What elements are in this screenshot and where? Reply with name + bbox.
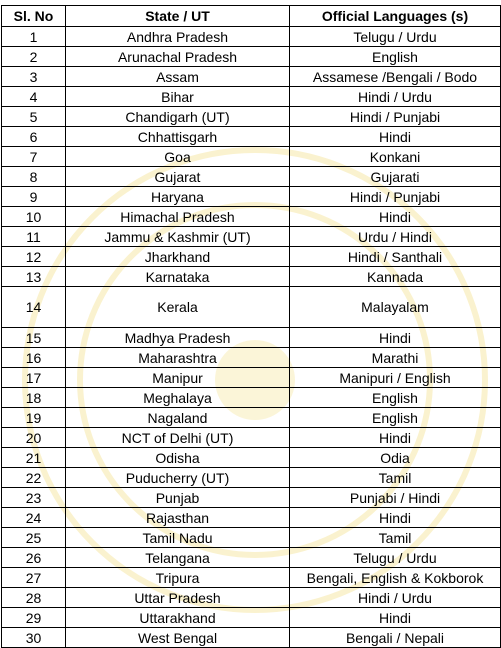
cell-state: Gujarat — [66, 167, 290, 187]
table-row — [2, 628, 501, 648]
cell-state: Haryana — [66, 187, 290, 207]
cell-state: Andhra Pradesh — [66, 27, 290, 47]
cell-languages: Tamil — [290, 468, 501, 488]
cell-sl-no: 20 — [2, 428, 66, 448]
table-row — [2, 408, 501, 428]
cell-sl-no: 6 — [2, 127, 66, 147]
table-row — [2, 207, 501, 227]
table-row — [2, 47, 501, 67]
cell-sl-no: 12 — [2, 247, 66, 267]
cell-state: Puducherry (UT) — [66, 468, 290, 488]
cell-sl-no: 28 — [2, 588, 66, 608]
cell-state: Odisha — [66, 448, 290, 468]
cell-sl-no: 2 — [2, 47, 66, 67]
cell-languages: Hindi — [290, 428, 501, 448]
cell-sl-no: 11 — [2, 227, 66, 247]
cell-languages: Hindi — [290, 127, 501, 147]
table-row — [2, 348, 501, 368]
table-row — [2, 488, 501, 508]
cell-languages: Telugu / Urdu — [290, 548, 501, 568]
table-row — [2, 147, 501, 167]
table-row — [2, 27, 501, 47]
cell-sl-no: 26 — [2, 548, 66, 568]
cell-languages: Bengali / Nepali — [290, 628, 501, 648]
cell-languages: Bengali, English & Kokborok — [290, 568, 501, 588]
table-row — [2, 568, 501, 588]
cell-sl-no: 18 — [2, 388, 66, 408]
cell-languages: English — [290, 408, 501, 428]
cell-languages: Telugu / Urdu — [290, 27, 501, 47]
cell-sl-no: 24 — [2, 508, 66, 528]
cell-languages: Hindi / Urdu — [290, 588, 501, 608]
cell-sl-no: 8 — [2, 167, 66, 187]
table-row — [2, 287, 501, 328]
table-row — [2, 67, 501, 87]
cell-languages: Tamil — [290, 528, 501, 548]
cell-sl-no: 25 — [2, 528, 66, 548]
table-row — [2, 448, 501, 468]
cell-languages: Hindi / Santhali — [290, 247, 501, 267]
cell-sl-no: 10 — [2, 207, 66, 227]
cell-languages: Hindi — [290, 508, 501, 528]
table-row — [2, 167, 501, 187]
table-row — [2, 368, 501, 388]
cell-languages: Assamese /Bengali / Bodo — [290, 67, 501, 87]
table-row — [2, 87, 501, 107]
table-row — [2, 588, 501, 608]
cell-sl-no: 9 — [2, 187, 66, 207]
header-state-ut: State / UT — [66, 6, 290, 27]
cell-sl-no: 19 — [2, 408, 66, 428]
cell-languages: Punjabi / Hindi — [290, 488, 501, 508]
cell-state: Assam — [66, 67, 290, 87]
cell-languages: Urdu / Hindi — [290, 227, 501, 247]
cell-state: Chhattisgarh — [66, 127, 290, 147]
table-row — [2, 388, 501, 408]
cell-sl-no: 1 — [2, 27, 66, 47]
cell-languages: Odia — [290, 448, 501, 468]
cell-languages: Marathi — [290, 348, 501, 368]
cell-state: Arunachal Pradesh — [66, 47, 290, 67]
cell-state: Karnataka — [66, 267, 290, 287]
cell-languages: Kannada — [290, 267, 501, 287]
cell-state: Telangana — [66, 548, 290, 568]
cell-sl-no: 16 — [2, 348, 66, 368]
cell-languages: English — [290, 47, 501, 67]
cell-state: Uttar Pradesh — [66, 588, 290, 608]
cell-sl-no: 14 — [2, 287, 66, 328]
cell-state: West Bengal — [66, 628, 290, 648]
cell-state: Tripura — [66, 568, 290, 588]
cell-languages: Konkani — [290, 147, 501, 167]
cell-sl-no: 22 — [2, 468, 66, 488]
official-languages-table — [1, 5, 501, 648]
cell-sl-no: 3 — [2, 67, 66, 87]
cell-languages: Hindi — [290, 328, 501, 348]
cell-languages: Hindi — [290, 207, 501, 227]
cell-state: Jammu & Kashmir (UT) — [66, 227, 290, 247]
table-row — [2, 528, 501, 548]
cell-languages: Malayalam — [290, 287, 501, 328]
cell-sl-no: 23 — [2, 488, 66, 508]
table-row — [2, 247, 501, 267]
cell-languages: Hindi / Urdu — [290, 87, 501, 107]
cell-state: Rajasthan — [66, 508, 290, 528]
cell-sl-no: 7 — [2, 147, 66, 167]
table-row — [2, 127, 501, 147]
cell-state: Goa — [66, 147, 290, 167]
table-row — [2, 227, 501, 247]
cell-state: Punjab — [66, 488, 290, 508]
table-row — [2, 187, 501, 207]
table-row — [2, 267, 501, 287]
table-row — [2, 468, 501, 488]
cell-state: Tamil Nadu — [66, 528, 290, 548]
cell-state: Bihar — [66, 87, 290, 107]
cell-state: Chandigarh (UT) — [66, 107, 290, 127]
cell-state: Jharkhand — [66, 247, 290, 267]
cell-sl-no: 4 — [2, 87, 66, 107]
cell-state: Madhya Pradesh — [66, 328, 290, 348]
table-row — [2, 608, 501, 628]
cell-sl-no: 30 — [2, 628, 66, 648]
header-sl-no: Sl. No — [2, 6, 66, 27]
cell-sl-no: 15 — [2, 328, 66, 348]
cell-languages: Manipuri / English — [290, 368, 501, 388]
cell-sl-no: 29 — [2, 608, 66, 628]
cell-sl-no: 21 — [2, 448, 66, 468]
table-row — [2, 508, 501, 528]
cell-sl-no: 17 — [2, 368, 66, 388]
table-row — [2, 328, 501, 348]
cell-languages: English — [290, 388, 501, 408]
cell-state: Kerala — [66, 287, 290, 328]
cell-state: Manipur — [66, 368, 290, 388]
table-header-row — [2, 6, 501, 27]
cell-state: Uttarakhand — [66, 608, 290, 628]
cell-state: Maharashtra — [66, 348, 290, 368]
cell-sl-no: 13 — [2, 267, 66, 287]
header-official-languages: Official Languages (s) — [290, 6, 501, 27]
table-row — [2, 548, 501, 568]
cell-state: Himachal Pradesh — [66, 207, 290, 227]
table-row — [2, 428, 501, 448]
cell-languages: Hindi — [290, 608, 501, 628]
cell-languages: Hindi / Punjabi — [290, 107, 501, 127]
cell-state: NCT of Delhi (UT) — [66, 428, 290, 448]
cell-state: Nagaland — [66, 408, 290, 428]
cell-languages: Gujarati — [290, 167, 501, 187]
cell-state: Meghalaya — [66, 388, 290, 408]
cell-sl-no: 27 — [2, 568, 66, 588]
table-row — [2, 107, 501, 127]
table-body — [2, 27, 501, 648]
cell-languages: Hindi / Punjabi — [290, 187, 501, 207]
cell-sl-no: 5 — [2, 107, 66, 127]
